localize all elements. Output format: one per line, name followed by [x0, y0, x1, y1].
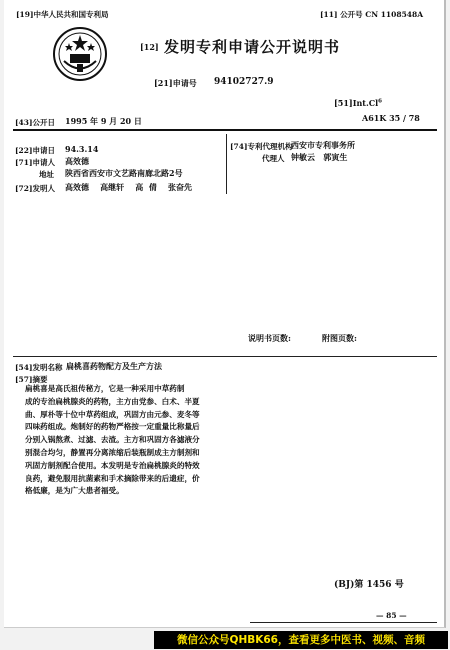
- agency: 西安市专利事务所: [291, 140, 355, 150]
- application-number: 94102727.9: [214, 77, 274, 87]
- agency-label: [74]专利代理机构: [230, 142, 293, 151]
- header-divider: [13, 129, 437, 131]
- address: 陕西省西安市文艺路南廊北路2号: [65, 168, 183, 178]
- spec-pages: 说明书页数:: [248, 333, 291, 343]
- invention-name: 扁桃喜药物配方及生产方法: [66, 361, 162, 371]
- inventor-label: [72]发明人: [15, 184, 56, 193]
- national-emblem-icon: [52, 26, 108, 82]
- watermark-banner: 微信公众号QHBK66，查看更多中医书、视频、音频: [154, 631, 448, 649]
- filing-date-label: [22]申请日: [15, 146, 56, 155]
- abstract-label: [57]摘要: [15, 375, 48, 384]
- patent-page: [4, 0, 446, 628]
- publication-number: [11] 公开号 CN 1108548A: [320, 10, 424, 19]
- agents: 钟敏云 郭寅生: [291, 152, 348, 162]
- agent-label: 代理人: [262, 154, 285, 163]
- int-cl-label: [51]Int.Cl$^6$: [334, 98, 382, 108]
- pub-date: 1995 年 9 月 20 日: [65, 116, 142, 126]
- fig-pages: 附图页数:: [322, 333, 357, 343]
- footer-rule: [250, 622, 437, 623]
- column-divider: [226, 134, 227, 194]
- abstract-text: 扁桃喜是高氏祖传秘方，它是一种采用中草药制 成的专治扁桃腺炎的药物，主方由党参、白术、半夏 曲、厚朴等十位中草药组成，巩固方由元参、麦冬等 四味药组成。炮制好的药物严格按一定重量比称量后 分别入锅熬煮、过滤、去渣。主方和巩固方各滤液分 别混合均匀，静置再分离浓缩后装瓶制成主方制剂和 巩固方制剂配合使用。本发明是专治扁桃腺炎的特效 良药，避免服用抗菌素和手术摘除带来的后遗症，价 格低廉，是为广大患者福受。: [25, 384, 200, 496]
- country-header: [19]中华人民共和国专利局: [16, 10, 109, 19]
- application-number-label: [21]申请号: [154, 78, 197, 88]
- applicant: 高效德: [65, 156, 89, 166]
- address-label: 地址: [39, 170, 54, 179]
- inventors: 高效德 高继轩 高 倩 张奋先: [65, 182, 192, 192]
- document-code: (BJ)第 1456 号: [334, 580, 404, 590]
- page-number: — 85 —: [376, 611, 407, 620]
- pub-date-label: [43]公开日: [15, 118, 56, 127]
- applicant-label: [71]申请人: [15, 158, 56, 167]
- document-title: 发明专利申请公开说明书: [164, 38, 341, 56]
- int-cl-value: A61K 35 / 78: [362, 113, 420, 123]
- invention-name-label: [54]发明名称: [15, 363, 63, 372]
- abstract-divider: [13, 356, 437, 357]
- filing-date: 94.3.14: [65, 144, 99, 154]
- doc-type-code: [12]: [140, 42, 159, 52]
